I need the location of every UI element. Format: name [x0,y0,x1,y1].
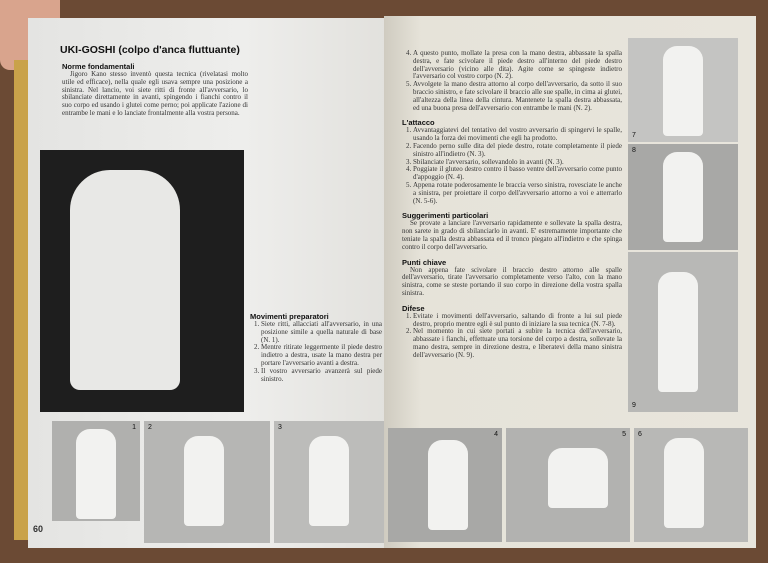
list-item: 5. Appena rotate poderosamente le braccia verso sinistra, rovesciate le anche a sinistra, per proiettare il corpo dell'avversario attorno a voi e atterrarlo (N. 5-6). [413,182,622,205]
paragraph: Jigoro Kano stesso inventò questa tecnica (rivelatasi molto utile ed efficace), nella quale egli usava sempre una posizione a sinistra. Nel lancio, voi siete ritti di fronte all'avversario, lo sbilanciate direttamente in avanti, spingendo i fianchi contro il suo corpo ed usando i glutei come perno; poi applicate l'azione di entrambe le mani e lo lanciate frontalmente alla vostra persona. [62,70,248,117]
list-item: 4. A questo punto, mollate la presa con la mano destra, abbassate la spalla destra, e fate scivolare il piede destro all'interno del piede destro dell'avversario (vicino alle dita). Agite come se spingeste indietro l'avversario col vostro corpo (N. 2). [413,50,622,81]
figure-photo: 8 [628,144,738,250]
paragraph: Non appena fate scivolare il braccio destro attorno alle spalle dell'avversario, tirate l'avversario completamente verso l'alto, con la mano sinistra, come se steste portando il suo corpo in direzione della vostra spalla sinistra. [402,265,622,297]
section-heading: Suggerimenti particolari [402,211,489,221]
section-heading: Punti chiave [402,257,447,267]
list-item: 4. Poggiate il gluteo destro contro il basso ventre dell'avversario come punto d'appoggio (N. 4). [413,166,622,182]
main-photo [40,150,244,412]
section-heading: Difese [402,303,425,313]
page-title: UKI-GOSHI (colpo d'anca fluttuante) [60,44,240,56]
figure-photo: 2 [144,421,270,543]
list-item: 3. Sbilanciate l'avversario, sollevandolo in avanti (N. 3). [413,159,622,167]
page-number: 60 [33,524,44,534]
section-heading: Movimenti preparatori [250,312,329,321]
list-item: 5. Avvolgete la mano destra attorno al corpo dell'avversario, da sotto il suo braccio sinistro, e fate scivolare il braccio alle sue spalle, in cima ai glutei, all'altezza della linea della cintura. Mantenete la spalla destra abbassata, ed una buona presa dell'avversario con entrambe le mani (N. 2). [413,81,622,112]
paragraph: Se provate a lanciare l'avversario rapidamente e sollevate la spalla destra, non sarete in grado di sbilanciarlo in avanti. E' estremamente importante che teniate la spalla destra abbassata ed il tronco piegato all'indietro e che spinga contro il corpo dell'avversario. [402,219,622,251]
list-item: 2. Nel momento in cui siete portati a subire la tecnica dell'avversario, abbassate i fianchi, effettuate una torsione del corpo a destra, sollevate la mano destra, sempre in direzione destra, e liberatevi della mano sinistra dell'avversario (N. 9). [413,328,622,359]
list-item: 2. Mentre ritirate leggermente il piede destro indietro a destra, usate la mano destra per portare l'avversario avanti a destra. [261,344,382,367]
section-heading: Norme fondamentali [62,62,135,71]
figure-photo: 9 [628,252,738,412]
figure-photo: 5 [506,428,630,542]
figure-photo: 7 [628,38,738,142]
figure-photo: 1 [52,421,140,521]
list-item: 2. Facendo perno sulle dita del piede destro, rotate completamente il piede sinistro all'indietro (N. 3). [413,143,622,159]
figure-photo: 4 [388,428,502,542]
figure-photo: 6 [634,428,748,542]
list-item: 1. Avvantaggiatevi del tentativo del vostro avversario di spingervi le spalle, usando la forza dei movimenti che egli ha prodotto. [413,127,622,143]
section-heading: L'attacco [402,118,435,128]
list-item: 1. Evitate i movimenti dell'avversario, saltando di fronte a lui sul piede destro, proprio mentre egli è sul punto di iniziare la sua tecnica (N. 7-8). [413,313,622,329]
list-item: 3. Il vostro avversario avanzerà sul piede sinistro. [261,368,382,384]
list-item: 1. Siete ritti, allacciati all'avversario, in una posizione simile a quella naturale di base (N. 1). [261,321,382,344]
figure-photo: 3 [274,421,384,543]
